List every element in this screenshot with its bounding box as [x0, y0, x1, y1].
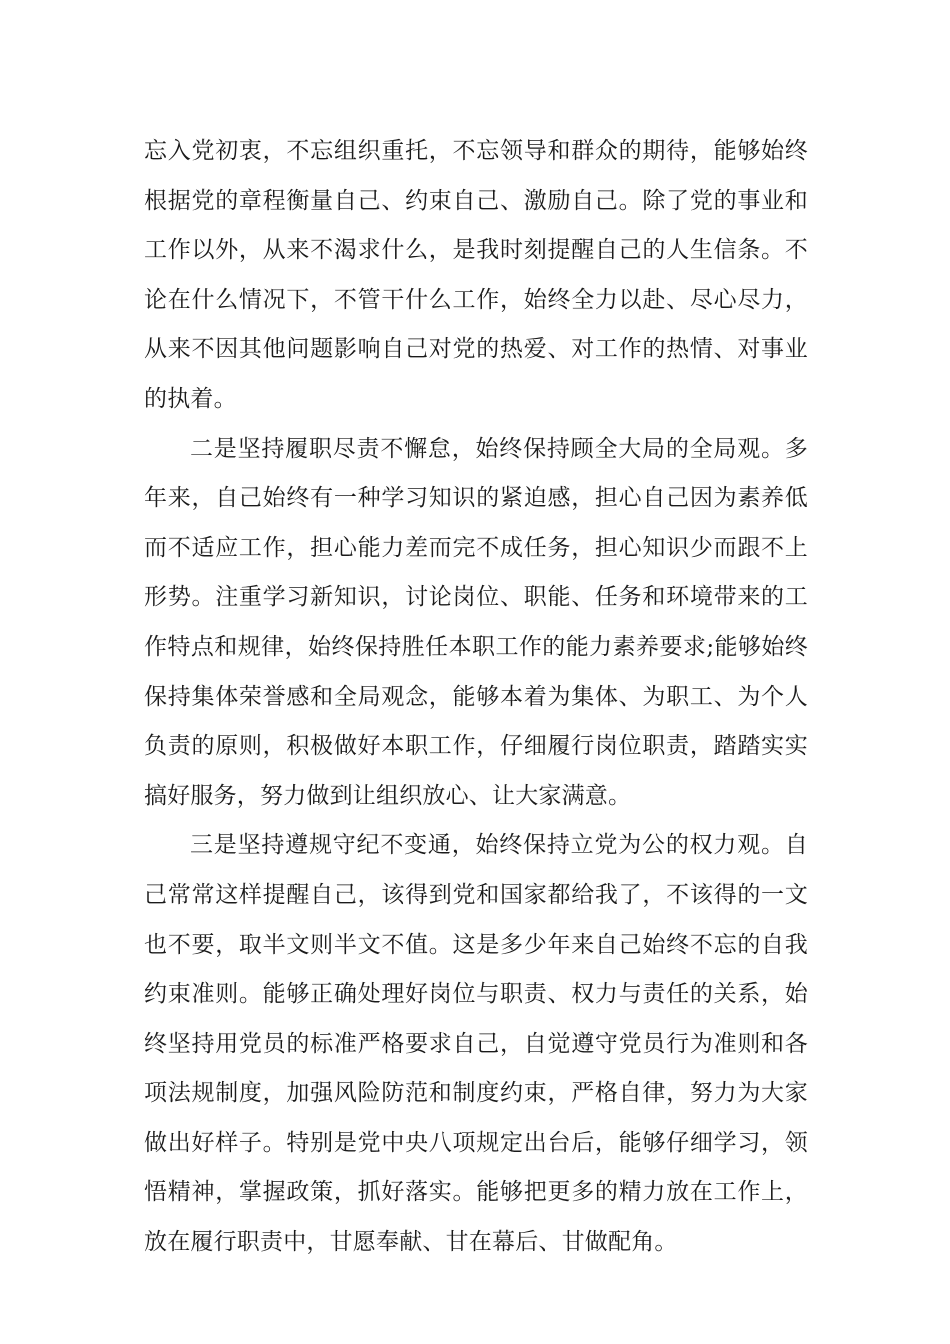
paragraph-3: 三是坚持遵规守纪不变通，始终保持立党为公的权力观。自己常常这样提醒自己，该得到党和国家都给我了，不该得的一文也不要，取半文则半文不值。这是多少年来自己始终不忘的自我约束准则。能够正确处理好岗位与职责、权力与责任的关系，始终坚持用党员的标准严格要求自己，自觉遵守党员行为准则和各项法规制度，加强风险防范和制度约束，严格自律，努力为大家做出好样子。特别是党中央八项规定出台后，能够仔细学习，领悟精神，掌握政策，抓好落实。能够把更多的精力放在工作上，放在履行职责中，甘愿奉献、甘在幕后、甘做配角。: [144, 832, 808, 1256]
document-body: [144, 127, 808, 1268]
paragraph-2: 二是坚持履职尽责不懈怠，始终保持顾全大局的全局观。多年来，自己始终有一种学习知识的紧迫感，担心自己因为素养低而不适应工作，担心能力差而完不成任务，担心知识少而跟不上形势。注重学习新知识，讨论岗位、职能、任务和环境带来的工作特点和规律，始终保持胜任本职工作的能力素养要求;能够始终保持集体荣誉感和全局观念，能够本着为集体、为职工、为个人负责的原则，积极做好本职工作，仔细履行岗位职责，踏踏实实搞好服务，努力做到让组织放心、让大家满意。: [144, 435, 808, 809]
paragraph-1: 忘入党初衷，不忘组织重托，不忘领导和群众的期待，能够始终根据党的章程衡量自己、约束自己、激励自己。除了党的事业和工作以外，从来不渴求什么，是我时刻提醒自己的人生信条。不论在什么情况下，不管干什么工作，始终全力以赴、尽心尽力，从来不因其他问题影响自己对党的热爱、对工作的热情、对事业的执着。: [144, 138, 808, 412]
